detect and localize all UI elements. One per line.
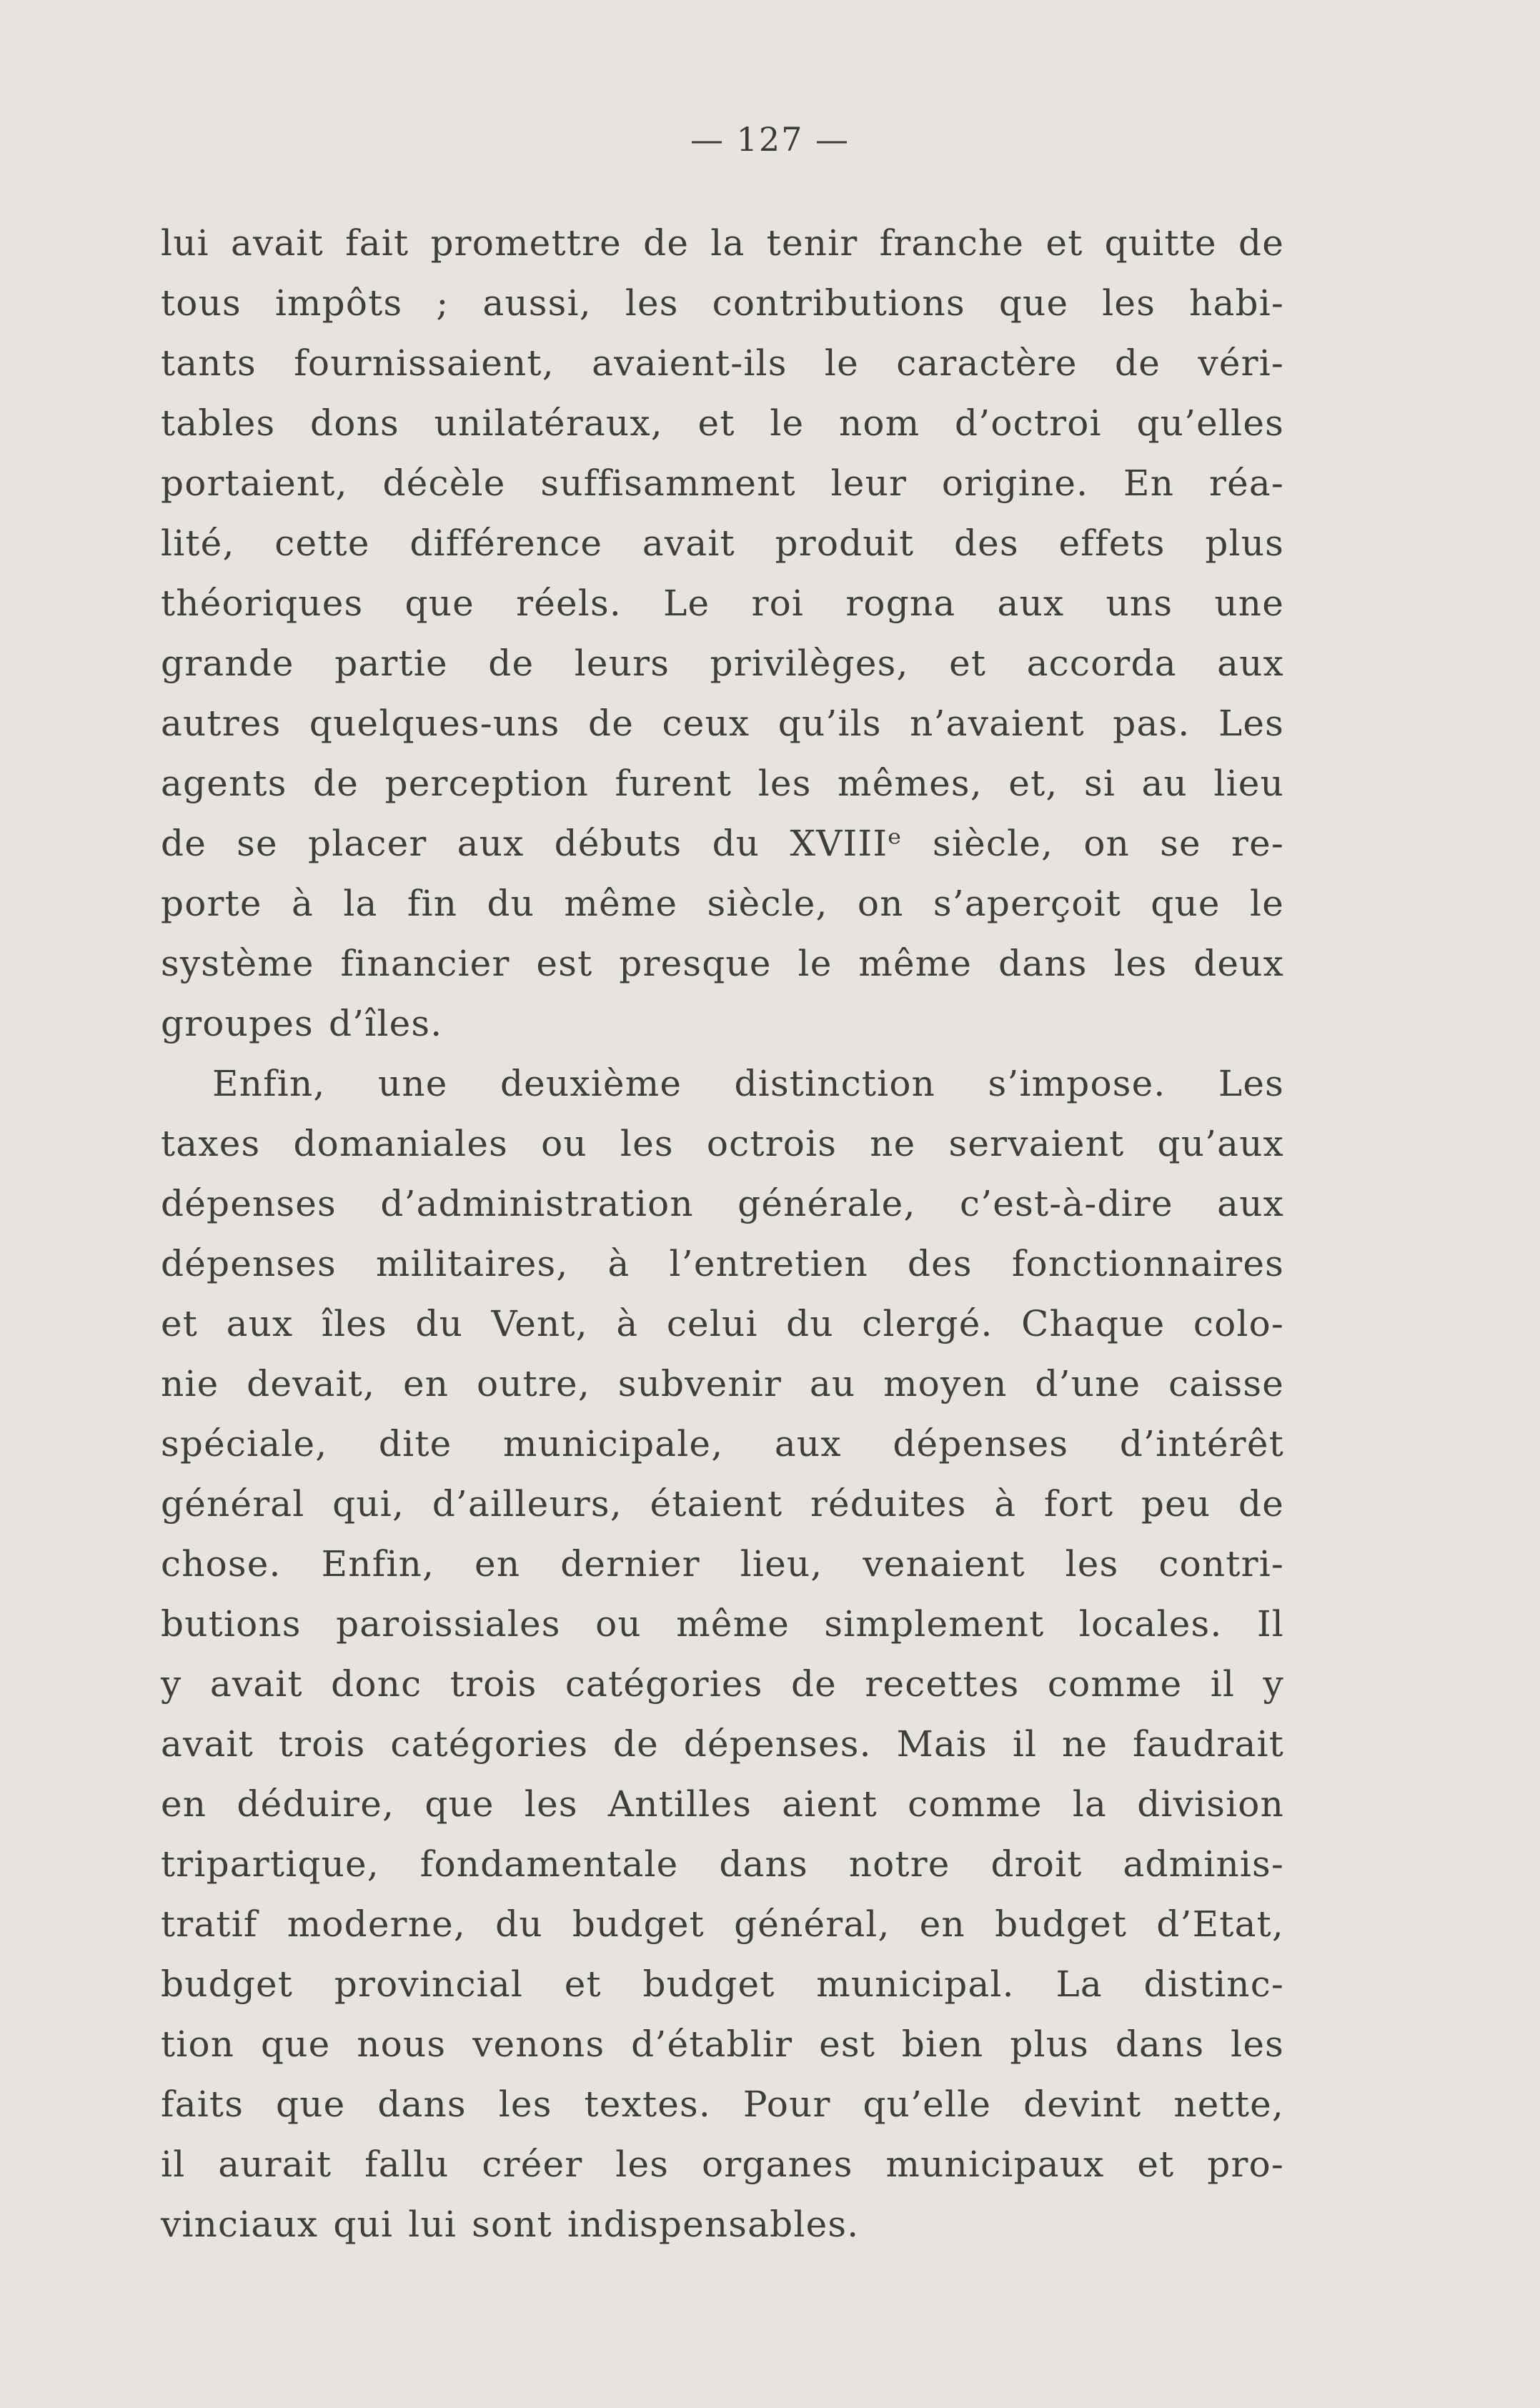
text-line: dépenses d’administration générale, c’est-à-dire aux bbox=[161, 1183, 1284, 1224]
text-line: tous impôts ; aussi, les contributions que les habi- bbox=[161, 282, 1284, 324]
paragraph-2 bbox=[161, 1054, 1284, 2254]
text-line: tripartique, fondamentale dans notre droit adminis- bbox=[161, 1843, 1284, 1885]
text-line: chose. Enfin, en dernier lieu, venaient les contri- bbox=[161, 1543, 1284, 1585]
paragraph-1 bbox=[161, 213, 1284, 1054]
text-line: groupes d’îles. bbox=[161, 1003, 443, 1044]
text-line: vinciaux qui lui sont indispensables. bbox=[161, 2204, 860, 2245]
text-line: il aurait fallu créer les organes municipaux et pro- bbox=[161, 2144, 1284, 2185]
text-line: portaient, décèle suffisamment leur origine. En réa- bbox=[161, 462, 1284, 504]
text-line: tables dons unilatéraux, et le nom d’octroi qu’elles bbox=[161, 402, 1284, 444]
text-line: porte à la fin du même siècle, on s’aperçoit que le bbox=[161, 883, 1284, 924]
text-line: tion que nous venons d’établir est bien plus dans les bbox=[161, 2023, 1284, 2065]
text-line: général qui, d’ailleurs, étaient réduites à fort peu de bbox=[161, 1483, 1284, 1525]
text-line: spéciale, dite municipale, aux dépenses d’intérêt bbox=[161, 1423, 1284, 1465]
text-line: taxes domaniales ou les octrois ne servaient qu’aux bbox=[161, 1123, 1284, 1164]
text-line: lui avait fait promettre de la tenir franche et quitte de bbox=[161, 222, 1284, 264]
text-line: en déduire, que les Antilles aient comme la division bbox=[161, 1783, 1284, 1825]
text-line: y avait donc trois catégories de recettes comme il y bbox=[161, 1663, 1284, 1705]
text-line: nie devait, en outre, subvenir au moyen d’une caisse bbox=[161, 1363, 1284, 1404]
text-line: Enfin, une deuxième distinction s’impose. Les bbox=[212, 1063, 1284, 1104]
text-line: autres quelques-uns de ceux qu’ils n’avaient pas. Les bbox=[161, 703, 1284, 744]
text-line: et aux îles du Vent, à celui du clergé. Chaque colo- bbox=[161, 1303, 1284, 1344]
text-line: avait trois catégories de dépenses. Mais il ne faudrait bbox=[161, 1723, 1284, 1765]
body-text bbox=[161, 213, 1284, 2254]
text-line: butions paroissiales ou même simplement locales. Il bbox=[161, 1603, 1284, 1645]
text-line: tratif moderne, du budget général, en budget d’Etat, bbox=[161, 1903, 1284, 1945]
page-number: — 127 — bbox=[690, 120, 850, 159]
text-line: budget provincial et budget municipal. La distinc- bbox=[161, 1963, 1284, 2005]
text-line: de se placer aux débuts du XVIIIᵉ siècle, on se re- bbox=[161, 823, 1284, 864]
text-line: faits que dans les textes. Pour qu’elle devint nette, bbox=[161, 2084, 1284, 2125]
text-line: système financier est presque le même dans les deux bbox=[161, 943, 1284, 984]
text-line: tants fournissaient, avaient-ils le caractère de véri- bbox=[161, 342, 1284, 384]
text-line: théoriques que réels. Le roi rogna aux uns une bbox=[161, 583, 1284, 624]
text-line: dépenses militaires, à l’entretien des fonctionnaires bbox=[161, 1243, 1284, 1284]
text-line: grande partie de leurs privilèges, et accorda aux bbox=[161, 643, 1284, 684]
text-line: lité, cette différence avait produit des effets plus bbox=[161, 522, 1284, 564]
text-line: agents de perception furent les mêmes, et, si au lieu bbox=[161, 763, 1284, 804]
